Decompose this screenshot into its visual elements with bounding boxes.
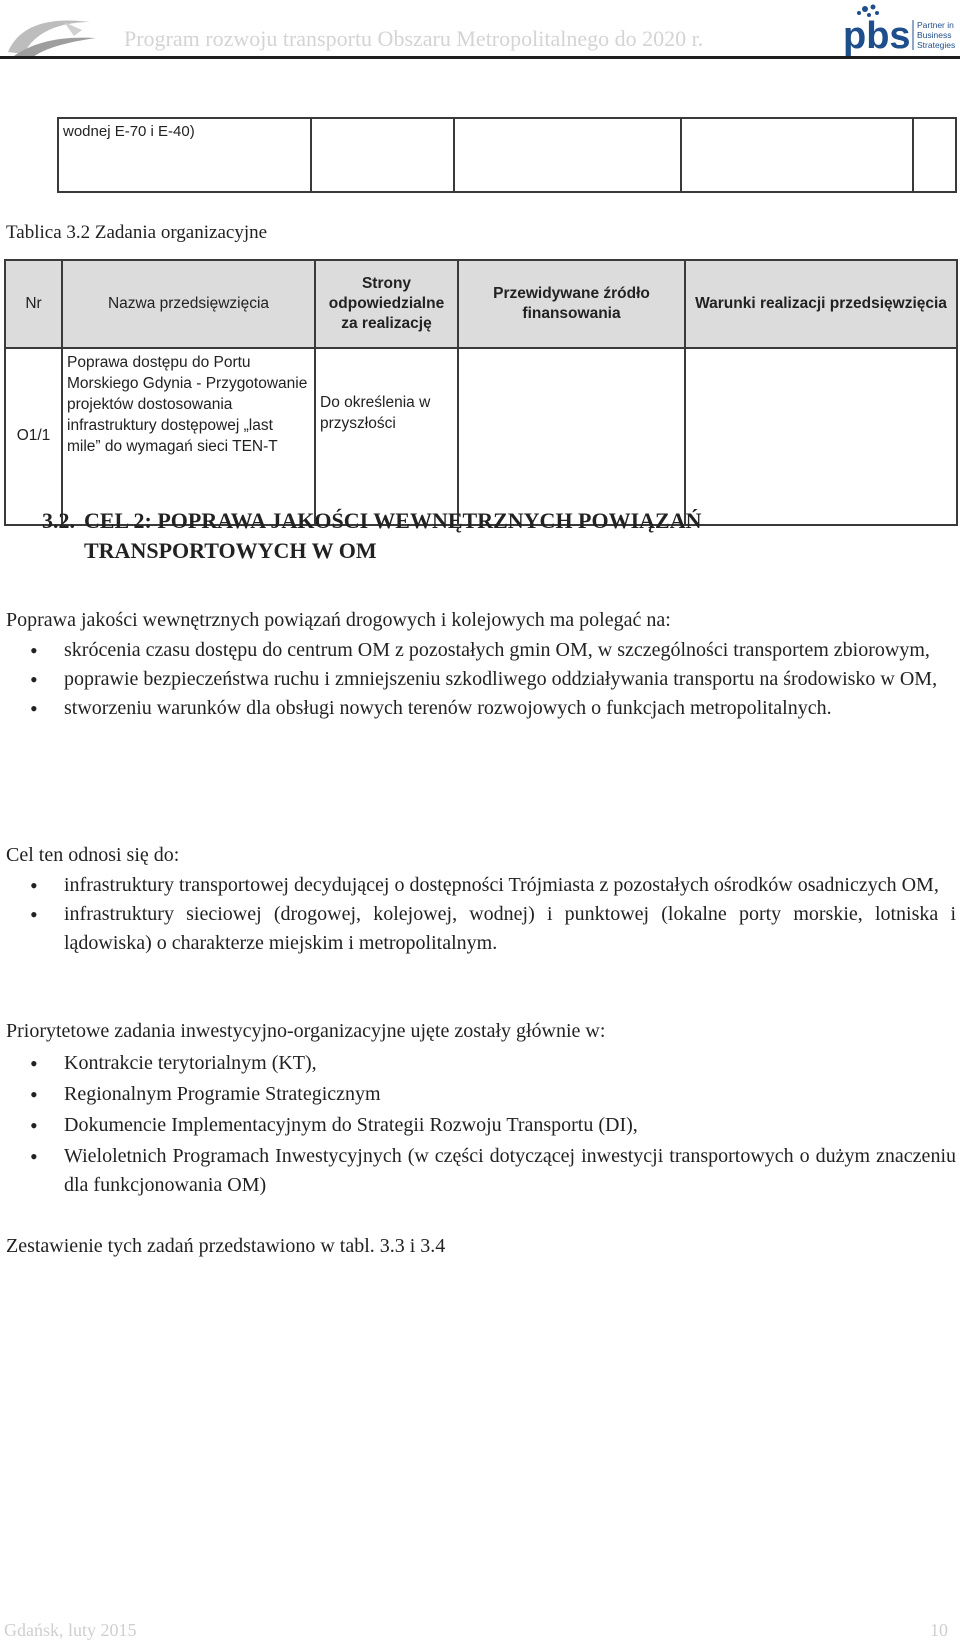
- list-item: • Kontrakcie terytorialnym (KT),: [0, 1049, 956, 1078]
- intro-paragraph-3: Priorytetowe zadania inwestycyjno-organizacyjne ujęte zostały głównie w:: [6, 1020, 606, 1042]
- list-item: • stworzeniu warunków dla obsługi nowych terenów rozwojowych o funkcjach metropolitalnych.: [0, 694, 956, 723]
- list-item: • poprawie bezpieczeństwa ruchu i zmniejszeniu szkodliwego oddziaływania transportu na środowisko w OM,: [0, 665, 956, 694]
- section-title-line-2: TRANSPORTOWYCH W OM: [84, 538, 377, 563]
- section-number: 3.2.: [42, 508, 75, 533]
- table-row: [5, 348, 957, 525]
- column-header-funding: Przewidywane źródło finansowania: [458, 260, 685, 348]
- bullet-list-3: [0, 1049, 956, 1200]
- list-item: • Regionalnym Programie Strategicznym: [0, 1080, 956, 1109]
- table-cell: [681, 118, 913, 192]
- list-item: • infrastruktury transportowej decydującej o dostępności Trójmiasta z pozostałych ośrodków osadniczych OM,: [0, 871, 956, 900]
- organizational-tasks-table: [4, 259, 958, 526]
- section-heading: [42, 506, 862, 566]
- pbs-logo-text: pbs: [843, 15, 911, 56]
- page-number: 10: [930, 1620, 948, 1640]
- table-cell: wodnej E-70 i E-40): [58, 118, 311, 192]
- pbs-tagline-3: Strategies: [917, 40, 955, 50]
- cell-responsible: Do określenia w przyszłości: [315, 348, 458, 525]
- list-item: • Dokumencie Implementacyjnym do Strategii Rozwoju Transportu (DI),: [0, 1111, 956, 1140]
- table-caption: Tablica 3.2 Zadania organizacyjne: [6, 222, 268, 243]
- header-divider: [0, 56, 960, 59]
- pbs-logo: [843, 4, 955, 56]
- table-cell: [454, 118, 681, 192]
- pbs-tagline-1: Partner in: [917, 20, 954, 30]
- closing-paragraph: Zestawienie tych zadań przedstawiono w tabl. 3.3 i 3.4: [6, 1235, 446, 1257]
- section-title-line-1: CEL 2: POPRAWA JAKOŚCI WEWNĘTRZNYCH POWIĄZAŃ: [84, 508, 702, 533]
- bullet-list-1: [0, 636, 956, 723]
- header-title: Program rozwoju transportu Obszaru Metropolitalnego do 2020 r.: [124, 26, 704, 51]
- table-header-row: [5, 260, 957, 348]
- pbs-tagline-2: Business: [917, 30, 952, 40]
- bullet-list-2: [0, 871, 956, 958]
- program-logo-swoosh: [4, 8, 100, 60]
- intro-paragraph-1: Poprawa jakości wewnętrznych powiązań drogowych i kolejowych ma polegać na:: [6, 609, 671, 631]
- cell-nr: O1/1: [5, 348, 62, 525]
- list-item: • infrastruktury sieciowej (drogowej, kolejowej, wodnej) i punktowej (lokalne porty morskie, lotniska i lądowiska) o charakterze miejskim i metropolitalnym.: [0, 900, 956, 958]
- continued-table: [57, 117, 957, 193]
- footer-place-date: Gdańsk, luty 2015: [4, 1620, 137, 1640]
- table-row: [58, 118, 956, 192]
- intro-paragraph-2: Cel ten odnosi się do:: [6, 844, 180, 866]
- column-header-responsible: Strony odpowiedzialne za realizację: [315, 260, 458, 348]
- list-item: • Wieloletnich Programach Inwestycyjnych (w części dotyczącej inwestycji transportowych o dużym znaczeniu dla funkcjonowania OM): [0, 1142, 956, 1200]
- column-header-conditions: Warunki realizacji przedsięwzięcia: [685, 260, 957, 348]
- column-header-name: Nazwa przedsięwzięcia: [62, 260, 315, 348]
- cell-conditions: [685, 348, 957, 525]
- list-item: • skrócenia czasu dostępu do centrum OM z pozostałych gmin OM, w szczególności transportem zbiorowym,: [0, 636, 956, 665]
- column-header-nr: Nr: [5, 260, 62, 348]
- table-cell: [913, 118, 956, 192]
- cell-name: Poprawa dostępu do Portu Morskiego Gdynia - Przygotowanie projektów dostosowania infrastruktury dostępowej „last mile” do wymagań sieci TEN-T: [62, 348, 315, 525]
- cell-funding: [458, 348, 685, 525]
- table-cell: [311, 118, 454, 192]
